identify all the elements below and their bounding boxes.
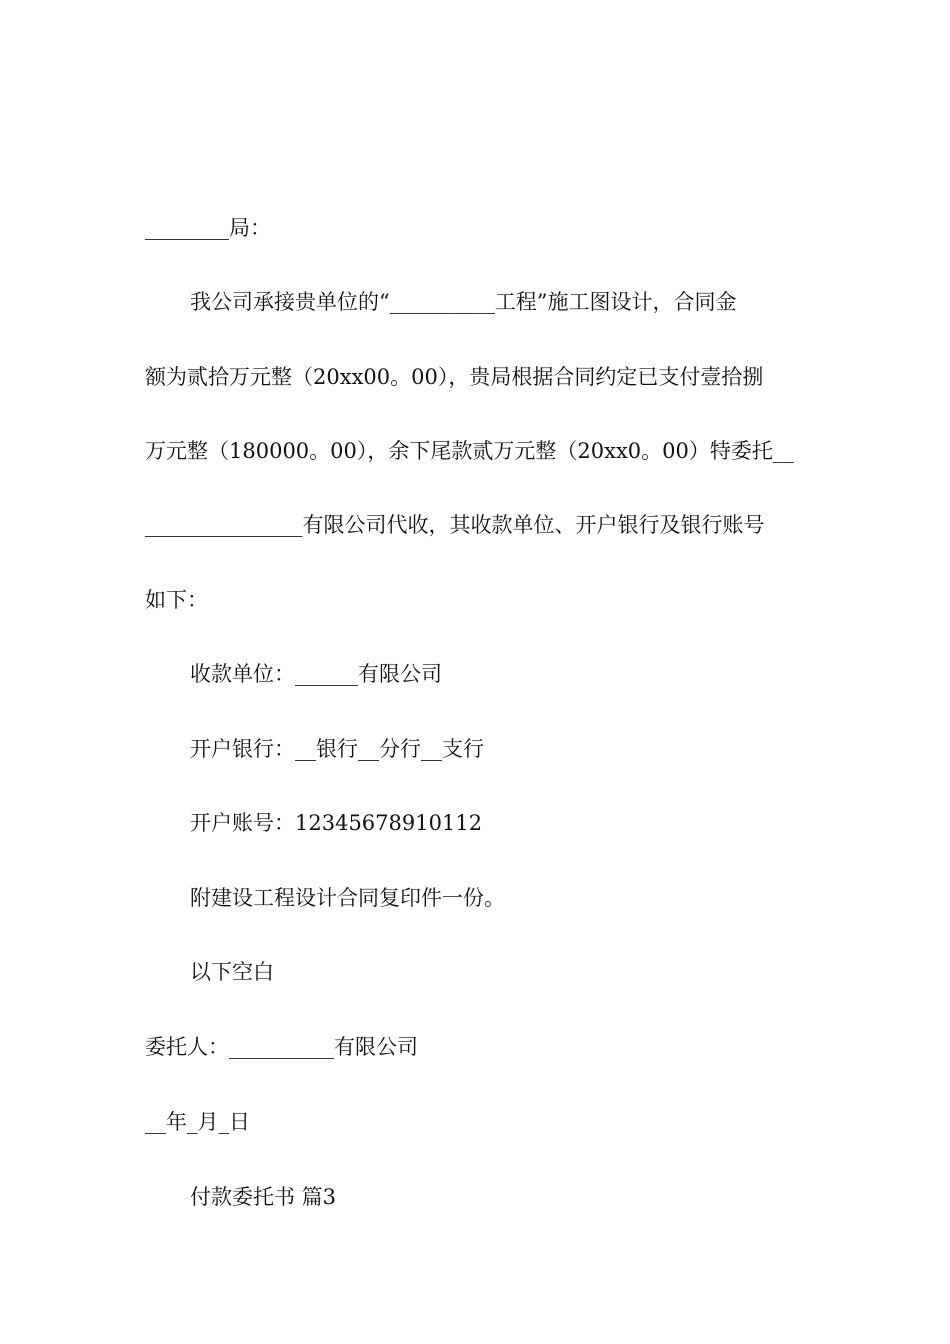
date-line: __年_月_日 [145, 1110, 250, 1134]
paragraph-line-3: 万元整（180000。00），余下尾款贰万元整（20xx0。00）特委托__ [145, 439, 794, 463]
next-section-title: 付款委托书 篇3 [190, 1185, 337, 1209]
principal-signature: 委托人：__________有限公司 [145, 1035, 418, 1059]
paragraph-line-2: 额为贰拾万元整（20xx00。00），贵局根据合同约定已支付壹拾捌 [145, 365, 764, 389]
account-number: 开户账号：12345678910112 [190, 811, 483, 835]
payee-unit: 收款单位：______有限公司 [190, 662, 442, 686]
bank-info: 开户银行：__银行__分行__支行 [190, 737, 484, 761]
paragraph-line-4: _______________有限公司代收，其收款单位、开户银行及银行账号 [145, 513, 765, 537]
salutation: ________局： [145, 216, 271, 240]
paragraph-line-5: 如下： [145, 588, 208, 612]
attachment-note: 附建设工程设计合同复印件一份。 [190, 886, 505, 910]
blank-note: 以下空白 [190, 960, 274, 984]
paragraph-line-1: 我公司承接贵单位的“__________工程”施工图设计，合同金 [190, 290, 737, 314]
